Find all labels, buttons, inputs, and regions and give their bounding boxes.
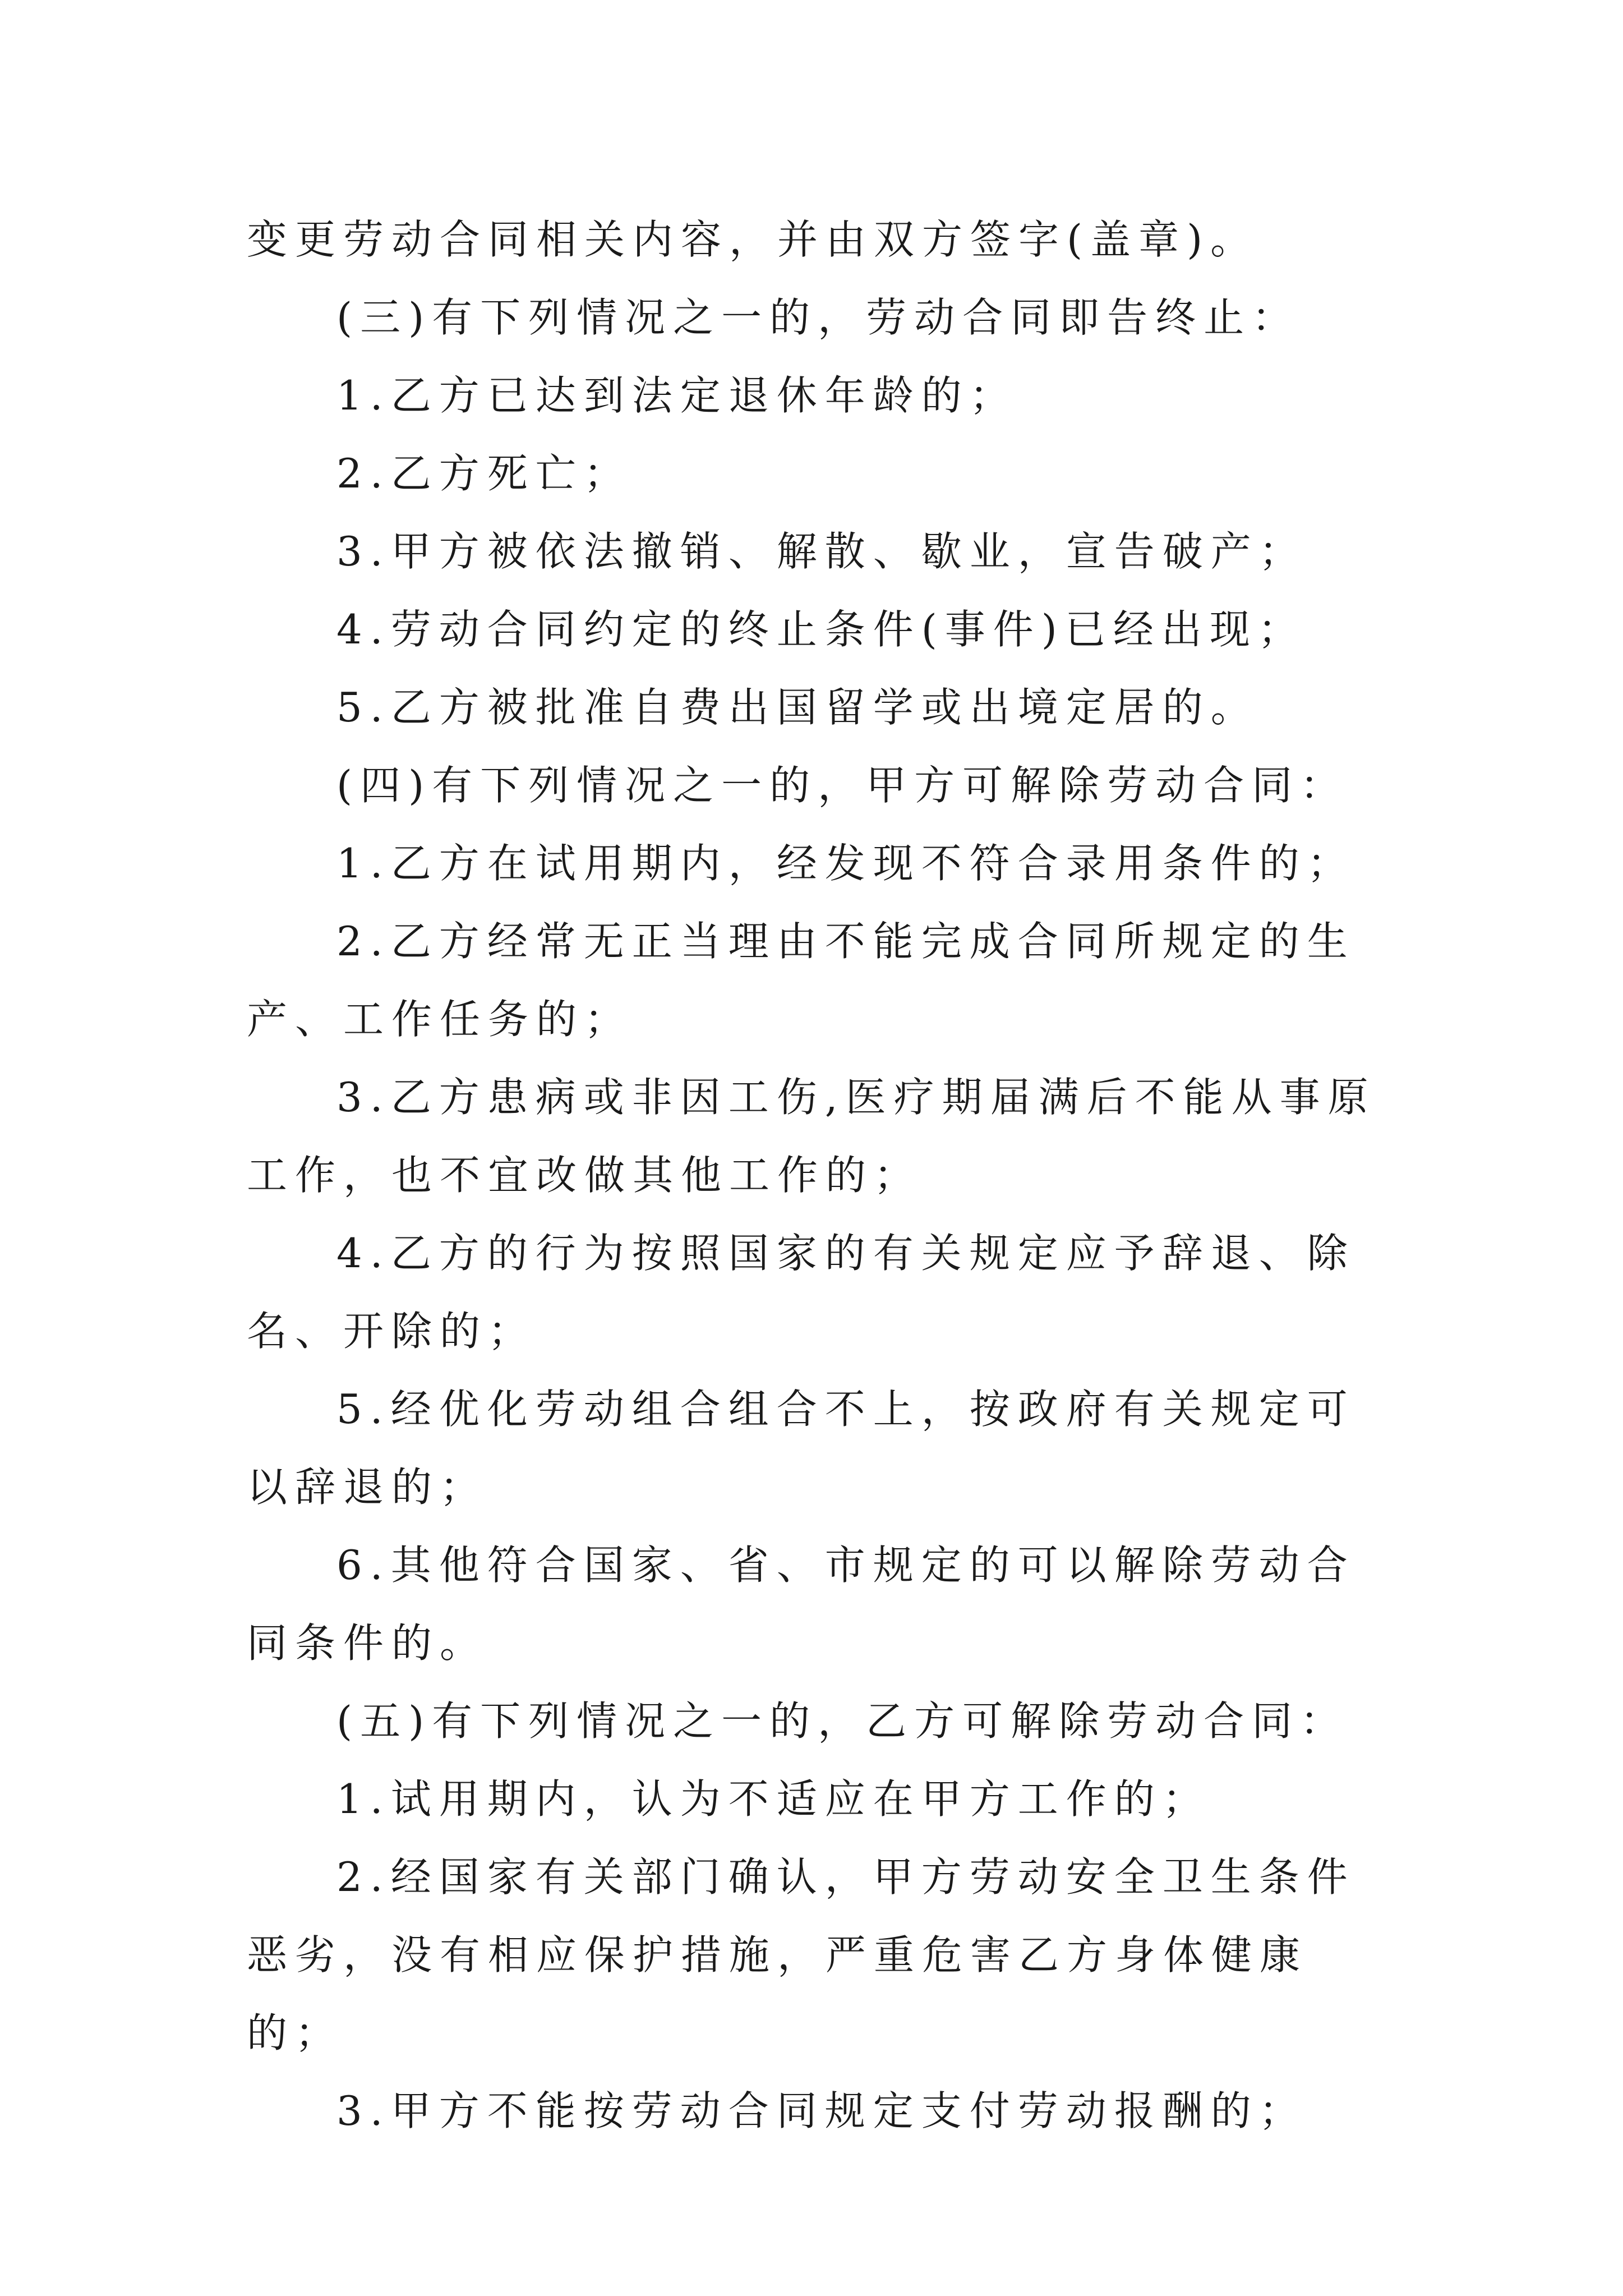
- list-item: 4.劳动合同约定的终止条件(事件)已经出现；: [336, 606, 1306, 653]
- list-item: 2.乙方死亡；: [336, 450, 632, 497]
- list-item: 6.其他符合国家、省、市规定的可以解除劳动合同条件的。: [247, 1542, 1355, 1667]
- list-item: 1.乙方在试用期内，经发现不符合录用条件的；: [336, 840, 1355, 887]
- section-heading-employer-rescission: (四)有下列情况之一的，甲方可解除劳动合同：: [336, 762, 1349, 809]
- list-item: 3.甲方不能按劳动合同规定支付劳动报酬的；: [336, 2087, 1307, 2134]
- list-item: 5.乙方被批准自费出国留学或出境定居的。: [336, 684, 1259, 731]
- list-item: 4.乙方的行为按照国家的有关规定应予辞退、除名、开除的；: [247, 1230, 1355, 1355]
- list-item: 3.甲方被依法撤销、解散、歇业，宣告破产；: [336, 528, 1307, 575]
- section-heading-employee-rescission: (五)有下列情况之一的，乙方可解除劳动合同：: [336, 1697, 1349, 1745]
- section-heading-termination: (三)有下列情况之一的，劳动合同即告终止：: [336, 294, 1301, 341]
- list-item: 1.乙方已达到法定退休年龄的；: [336, 372, 1018, 419]
- list-item: 3.乙方患病或非因工伤,医疗期届满后不能从事原工作，也不宜改做其他工作的；: [247, 1074, 1376, 1199]
- page-body: [247, 201, 1402, 2150]
- list-item: 5.经优化劳动组合组合不上，按政府有关规定可以辞退的；: [247, 1386, 1355, 1511]
- list-item: 1.试用期内，认为不适应在甲方工作的；: [336, 1775, 1211, 1823]
- paragraph-continuation: 变更劳动合同相关内容，并由双方签字(盖章)。: [247, 216, 1259, 263]
- list-item: 2.乙方经常无正当理由不能完成合同所规定的生产、工作任务的；: [247, 918, 1355, 1043]
- list-item: 2.经国家有关部门确认，甲方劳动安全卫生条件恶劣，没有相应保护措施，严重危害乙方身体健康的；: [247, 1853, 1355, 2056]
